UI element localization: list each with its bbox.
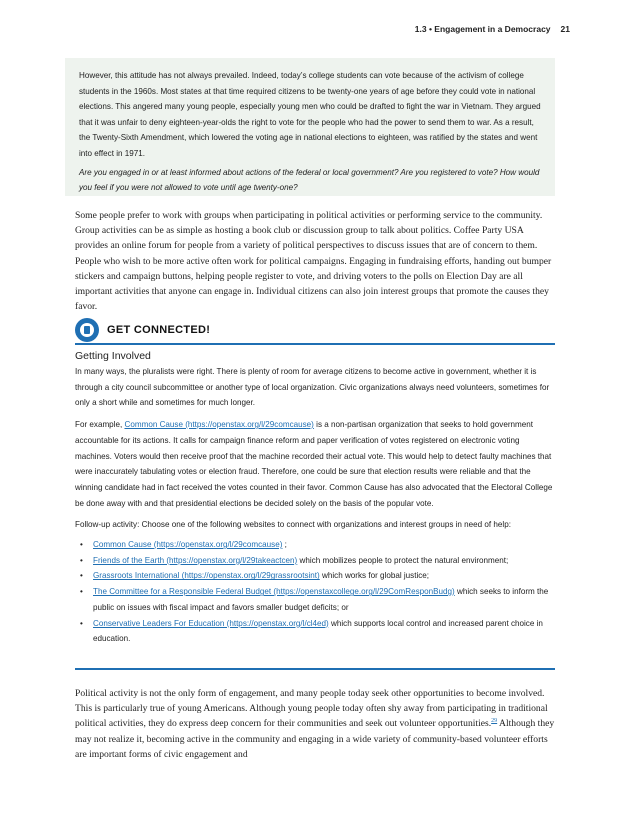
get-connected-subtitle: Getting Involved bbox=[75, 350, 151, 362]
get-connected-top-rule bbox=[75, 343, 555, 345]
list-item: • Friends of the Earth (https://openstax.org/l/29takeactcen) which mobilizes people to protect the natural environment; bbox=[80, 555, 509, 565]
common-cause-link[interactable]: Common Cause (https://openstax.org/l/29comcause) bbox=[124, 420, 314, 430]
get-connected-body bbox=[75, 364, 557, 647]
list-link-common-cause[interactable]: Common Cause (https://openstax.org/l/29comcause) bbox=[93, 540, 283, 550]
list-item: • Grassroots International (https://openstax.org/l/29grassrootsint) which works for global justice; bbox=[80, 571, 430, 581]
website-list bbox=[75, 537, 557, 647]
follow-up-activity: Follow-up activity: Choose one of the following websites to connect with organizations and interest groups in need of help: bbox=[75, 520, 511, 530]
get-connected-paragraph-1: In many ways, the pluralists were right. There is plenty of room for average citizens to become active in government, whether it is through a city council subcommittee or another type of local organization. Civic organizations always need volunteers, sometimes for only a short while and sometimes for much longer. bbox=[75, 367, 550, 408]
get-connected-icon bbox=[75, 318, 99, 342]
body-paragraph-2-start: Political activity is not the only form of engagement, and many people today seek other opportunities to become involved. This is particularly true of young Americans. Although young people today often shy away from participating in traditional political activities, they do express deep concern for their communities and seek out volunteer opportunities. bbox=[75, 688, 548, 730]
get-connected-example bbox=[75, 417, 557, 511]
body-paragraph-2 bbox=[75, 686, 555, 762]
list-link-friends-of-earth[interactable]: Friends of the Earth (https://openstax.org/l/29takeactcen) bbox=[93, 555, 298, 565]
running-header bbox=[415, 24, 570, 34]
section-title: 1.3 • Engagement in a Democracy bbox=[414, 24, 551, 34]
body-paragraph bbox=[75, 208, 555, 314]
list-link-grassroots[interactable]: Grassroots International (https://openstax.org/l/29grassrootsint) bbox=[93, 571, 320, 581]
callout-question: Are you engaged in or at least informed about actions of the federal or local government? Are you registered to vote? How would you feel if you were not allowed to vote until age twenty-one? bbox=[79, 167, 540, 193]
body-paragraph-1: Some people prefer to work with groups when participating in political activities or performing service to the community. Group activities can be as simple as hosting a book club or discussion group to talk about politics. Coffee Party USA provides an online forum for people from a variety of political perspectives to discuss issues that are of concern to them. People who wish to be more active often work for political campaigns. Engaging in fundraising efforts, handing out bumper stickers and campaign buttons, helping people register to vote, and driving voters to the polls on Election Day are all important activities that anyone can engage in. Individual citizens can also join interest groups that promote the causes they favor. bbox=[75, 210, 552, 313]
get-connected-bottom-rule bbox=[75, 668, 555, 670]
get-connected-title: GET CONNECTED! bbox=[107, 324, 211, 336]
list-link-conservative-leaders[interactable]: Conservative Leaders For Education (https://openstax.org/l/cl4ed) bbox=[93, 618, 329, 628]
get-connected-header bbox=[75, 318, 555, 344]
footnote-reference[interactable]: 29 bbox=[491, 718, 498, 725]
callout-box bbox=[65, 58, 555, 196]
page-number: 21 bbox=[560, 24, 570, 34]
callout-paragraph: However, this attitude has not always prevailed. Indeed, today’s college students can vote because of the activism of college students in the 1960s. Most states at that time required citizens to be twenty-one years of age before they could vote in national elections. This angered many young people, especially young men who could be drafted to fight the war in Vietnam. They argued that it was unfair to deny eighteen-year-olds the right to vote for the people who had the power to send them to war. As a result, the Twenty-Sixth Amendment, which lowered the voting age in national elections to eighteen, was ratified by the states and went into effect in 1971. bbox=[79, 71, 541, 158]
body-paragraph-2-end: Although they may not realize it, becoming active in the community and engaging in a wide variety of community-based volunteer efforts are important forms of civic engagement and bbox=[75, 718, 555, 760]
list-item: • The Committee for a Responsible Federal Budget (https://openstaxcollege.org/l/29ComResponBudg) which seeks to inform the public on issues with fiscal impact and favors smaller budget deficits; or bbox=[80, 587, 549, 612]
example-rest: is a non-partisan organization that seeks to hold government accountable for its actions. It calls for campaign finance reform and paper verification of votes registered on electronic voting machines. Voters would then receive proof that the machine recorded their actual vote. This would help to detect faulty machines that were inaccurately tabulating votes or election fraud. Therefore, one could be sure that election results were reliable and that the winning candidate had in fact received the votes counted in their favor. Common Cause has also advocated that the Electoral College be done away with and that presidential elections be decided solely on the basis of the popular vote. bbox=[75, 420, 553, 508]
list-item: • Conservative Leaders For Education (https://openstax.org/l/cl4ed) which supports local control and increased parent choice in education. bbox=[80, 618, 543, 644]
list-link-budget-committee[interactable]: The Committee for a Responsible Federal Budget (https://openstaxcollege.org/l/29ComResponBudg) bbox=[93, 587, 455, 597]
example-prefix: For example, bbox=[75, 420, 123, 430]
list-item: • Common Cause (https://openstax.org/l/29comcause) ; bbox=[80, 540, 287, 550]
